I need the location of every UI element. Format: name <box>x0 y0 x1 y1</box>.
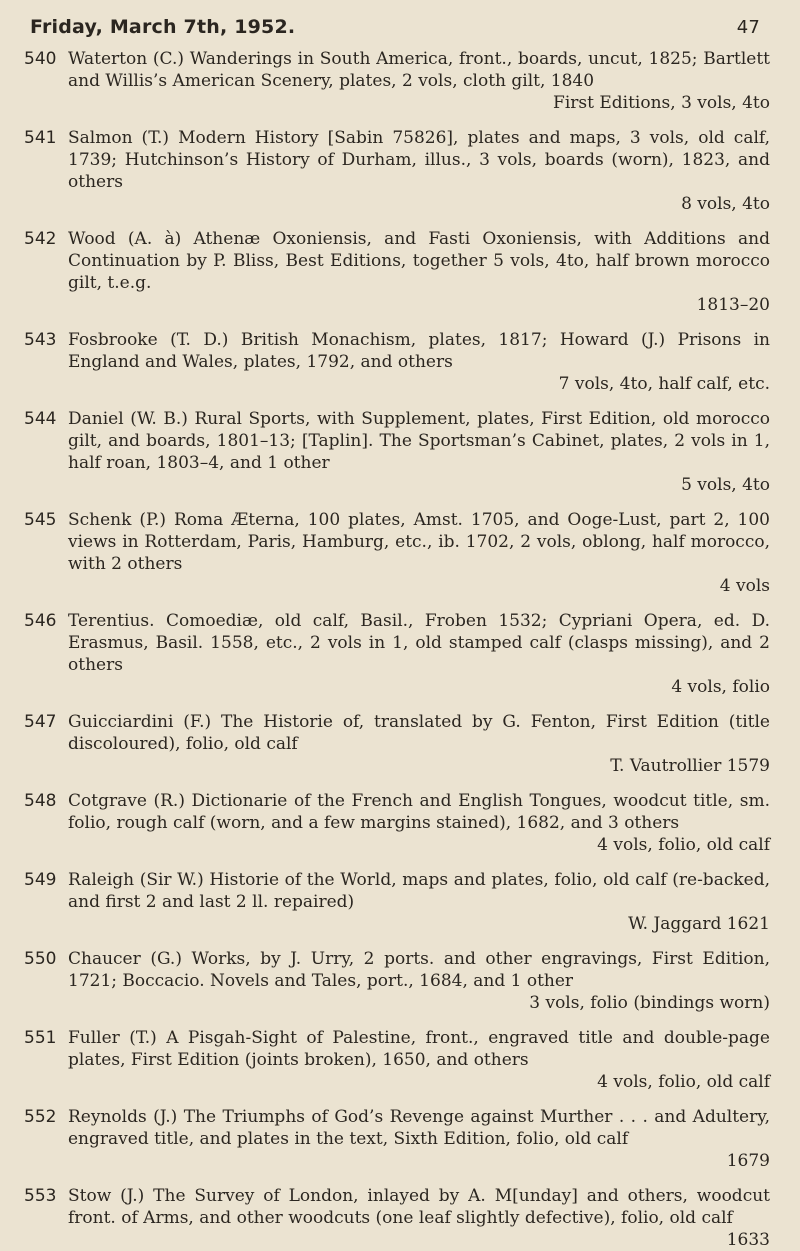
lot-text: Schenk (P.) Roma Æterna, 100 plates, Amst. 1705, and Ooge-Lust, part 2, 100 views in Rotterdam, Paris, Hamburg, etc., ib. 1702, 2 vols, oblong, half morocco, with 2 others <box>68 510 770 574</box>
lot-description <box>68 948 770 1014</box>
lot-text: Terentius. Comoediæ, old calf, Basil., Froben 1532; Cypriani Opera, ed. D. Erasmus, Basil. 1558, etc., 2 vols in 1, old stamped calf (clasps missing), and 2 others <box>68 611 770 675</box>
lot-number: 541 <box>24 128 57 148</box>
lot-text: Cotgrave (R.) Dictionarie of the French and English Tongues, woodcut title, sm. folio, rough calf (worn, and a few margins stained), 1682, and 3 others <box>68 791 770 833</box>
lot-description <box>68 1027 770 1093</box>
lot-number: 551 <box>24 1028 57 1048</box>
lot-trailing: 1679 <box>726 1151 770 1171</box>
lot-number: 542 <box>24 229 57 249</box>
lot-text: Reynolds (J.) The Triumphs of God’s Revenge against Murther . . . and Adultery, engraved title, and plates in the text, Sixth Edition, folio, old calf <box>68 1107 770 1149</box>
lot-description <box>68 127 770 215</box>
lot-trailing: T. Vautrollier 1579 <box>610 756 770 776</box>
lot-number: 544 <box>24 409 57 429</box>
lot-description <box>68 1185 770 1251</box>
lot-entry <box>24 329 770 395</box>
lot-description <box>68 48 770 114</box>
lot-description <box>68 408 770 496</box>
lot-number: 546 <box>24 611 57 631</box>
lot-description <box>68 228 770 316</box>
lot-trailing: 1633 <box>726 1230 770 1250</box>
lot-entry <box>24 48 770 114</box>
lot-trailing: 7 vols, 4to, half calf, etc. <box>558 374 770 394</box>
lot-description <box>68 869 770 935</box>
lot-entry <box>24 711 770 777</box>
lot-entry <box>24 790 770 856</box>
lot-entry <box>24 1106 770 1172</box>
lot-number: 543 <box>24 330 57 350</box>
lot-text: Wood (A. à) Athenæ Oxoniensis, and Fasti Oxoniensis, with Additions and Continuation by P. Bliss, Best Editions, together 5 vols, 4to, half brown morocco gilt, t.e.g. <box>68 229 770 293</box>
lot-trailing: 4 vols <box>719 576 770 596</box>
lot-trailing: 4 vols, folio <box>671 677 770 697</box>
lot-description <box>68 610 770 698</box>
lot-number: 550 <box>24 949 57 969</box>
lot-entry <box>24 1185 770 1251</box>
lot-description <box>68 790 770 856</box>
page-number: 47 <box>736 17 760 38</box>
lot-entry <box>24 869 770 935</box>
lot-description <box>68 1106 770 1172</box>
lot-text: Stow (J.) The Survey of London, inlayed by A. M[unday] and others, woodcut front. of Arms, and other woodcuts (one leaf slightly defective), folio, old calf <box>68 1186 770 1228</box>
lot-text: Fosbrooke (T. D.) British Monachism, plates, 1817; Howard (J.) Prisons in England and Wales, plates, 1792, and others <box>68 330 770 372</box>
lot-text: Daniel (W. B.) Rural Sports, with Supplement, plates, First Edition, old morocco gilt, and boards, 1801–13; [Taplin]. The Sportsman’s Cabinet, plates, 2 vols in 1, half roan, 1803–4, and 1 other <box>68 409 770 473</box>
lot-list <box>24 48 770 1251</box>
lot-trailing: 8 vols, 4to <box>681 194 770 214</box>
page-header <box>30 16 760 38</box>
lot-number: 549 <box>24 870 57 890</box>
lot-entry <box>24 1027 770 1093</box>
lot-text: Waterton (C.) Wanderings in South America, front., boards, uncut, 1825; Bartlett and Willis’s American Scenery, plates, 2 vols, cloth gilt, 1840 <box>68 49 770 91</box>
lot-text: Chaucer (G.) Works, by J. Urry, 2 ports. and other engravings, First Edition, 1721; Boccacio. Novels and Tales, port., 1684, and 1 other <box>68 949 770 991</box>
lot-entry <box>24 509 770 597</box>
lot-number: 552 <box>24 1107 57 1127</box>
lot-number: 547 <box>24 712 57 732</box>
lot-number: 548 <box>24 791 57 811</box>
lot-description <box>68 711 770 777</box>
lot-description <box>68 509 770 597</box>
lot-entry <box>24 408 770 496</box>
lot-number: 540 <box>24 49 57 69</box>
lot-trailing: First Editions, 3 vols, 4to <box>553 93 770 113</box>
lot-trailing: 5 vols, 4to <box>681 475 770 495</box>
lot-trailing: 1813–20 <box>696 295 770 315</box>
lot-text: Salmon (T.) Modern History [Sabin 75826], plates and maps, 3 vols, old calf, 1739; Hutchinson’s History of Durham, illus., 3 vols, boards (worn), 1823, and others <box>68 128 770 192</box>
lot-entry <box>24 228 770 316</box>
lot-number: 545 <box>24 510 57 530</box>
lot-text: Fuller (T.) A Pisgah-Sight of Palestine, front., engraved title and double-page plates, First Edition (joints broken), 1650, and others <box>68 1028 770 1070</box>
lot-entry <box>24 127 770 215</box>
lot-entry <box>24 948 770 1014</box>
lot-trailing: 3 vols, folio (bindings worn) <box>529 993 770 1013</box>
lot-trailing: 4 vols, folio, old calf <box>597 1072 770 1092</box>
lot-number: 553 <box>24 1186 57 1206</box>
lot-description <box>68 329 770 395</box>
lot-trailing: W. Jaggard 1621 <box>628 914 770 934</box>
header-date: Friday, March 7th, 1952. <box>30 16 296 38</box>
lot-text: Guicciardini (F.) The Historie of, translated by G. Fenton, First Edition (title discoloured), folio, old calf <box>68 712 770 754</box>
lot-entry <box>24 610 770 698</box>
lot-trailing: 4 vols, folio, old calf <box>597 835 770 855</box>
lot-text: Raleigh (Sir W.) Historie of the World, maps and plates, folio, old calf (re-backed, and first 2 and last 2 ll. repaired) <box>68 870 770 912</box>
